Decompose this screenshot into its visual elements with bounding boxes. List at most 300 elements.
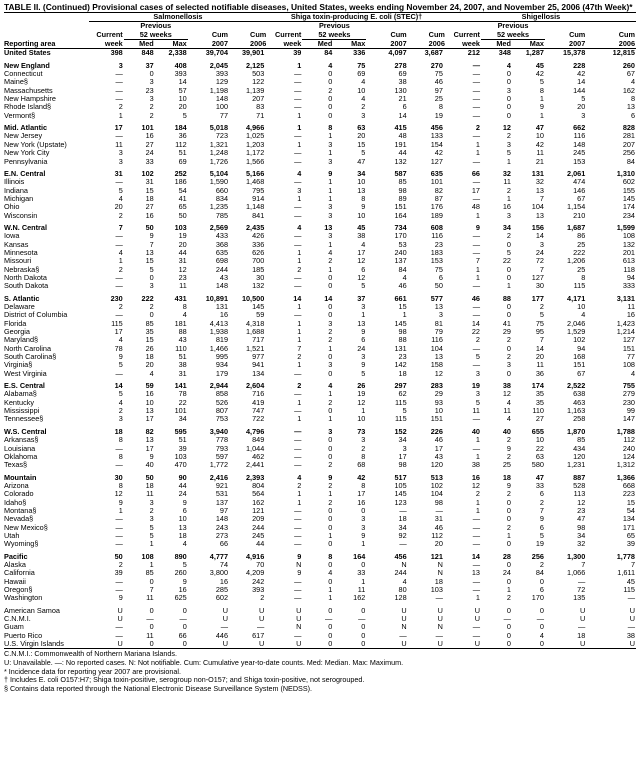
value-cell: 10 bbox=[535, 436, 544, 445]
value-cell: 1,206 bbox=[567, 257, 586, 266]
value-cell: 85 bbox=[577, 436, 586, 445]
value-cell: 4,777 bbox=[209, 552, 229, 561]
value-cell: 170 bbox=[394, 232, 407, 241]
value-cell: 393 bbox=[215, 70, 229, 79]
value-cell: 4 bbox=[402, 273, 407, 282]
value-cell: — bbox=[627, 623, 635, 632]
reporting-area-cell: Florida bbox=[4, 319, 27, 328]
value-cell: — bbox=[294, 531, 302, 540]
value-cell: 90 bbox=[178, 473, 187, 482]
value-cell: 0 bbox=[506, 540, 511, 549]
value-cell: 34 bbox=[398, 523, 407, 532]
value-cell: — bbox=[577, 623, 586, 632]
value-cell: — bbox=[536, 615, 544, 624]
value-cell: 8 bbox=[118, 436, 123, 445]
value-cell: 638 bbox=[573, 390, 586, 399]
value-cell: 186 bbox=[174, 178, 187, 187]
value-cell: 9 bbox=[328, 169, 333, 178]
value-cell: 42 bbox=[357, 473, 366, 482]
table-row bbox=[4, 232, 636, 240]
value-cell: 243 bbox=[215, 523, 229, 532]
value-cell: 230 bbox=[622, 398, 635, 407]
value-cell: — bbox=[115, 369, 123, 378]
header-current: Current bbox=[96, 30, 123, 39]
table-row bbox=[4, 507, 636, 515]
value-cell: 0 bbox=[506, 515, 511, 524]
value-cell: 151 bbox=[622, 344, 635, 353]
value-cell: 10 bbox=[434, 407, 443, 416]
value-cell: 0 bbox=[506, 606, 511, 615]
region-row bbox=[4, 124, 636, 132]
value-cell: 6 bbox=[361, 336, 366, 345]
value-cell: 1,366 bbox=[616, 473, 635, 482]
value-cell: 127 bbox=[430, 157, 443, 166]
value-cell: 9 bbox=[328, 473, 333, 482]
value-cell: 1 bbox=[328, 149, 333, 158]
value-cell: 21 bbox=[398, 95, 407, 104]
reporting-area-cell: American Samoa bbox=[4, 606, 60, 615]
value-cell: 3 bbox=[118, 149, 123, 158]
value-cell: 2 bbox=[328, 498, 333, 507]
value-cell: 31 bbox=[178, 257, 187, 266]
header-blank bbox=[4, 31, 89, 40]
value-cell: 66 bbox=[219, 540, 229, 549]
value-cell: — bbox=[472, 103, 480, 112]
value-cell: — bbox=[294, 407, 302, 416]
value-cell: 3 bbox=[438, 311, 443, 320]
value-cell: 100 bbox=[215, 103, 229, 112]
header-cum: Cum bbox=[569, 30, 586, 39]
value-cell: 11 bbox=[146, 490, 154, 499]
value-cell: 2 bbox=[297, 265, 302, 274]
value-cell: 32 bbox=[502, 169, 511, 178]
value-cell: 1 bbox=[149, 560, 154, 569]
value-cell: 1,938 bbox=[209, 328, 229, 337]
header-blank bbox=[188, 22, 229, 31]
value-cell: 753 bbox=[215, 415, 229, 424]
table-row bbox=[4, 445, 636, 453]
value-cell: 170 bbox=[531, 594, 544, 603]
value-cell: 112 bbox=[175, 140, 187, 149]
value-cell: 426 bbox=[252, 232, 265, 241]
value-cell: 38 bbox=[398, 78, 407, 87]
value-cell: 69 bbox=[398, 70, 407, 79]
value-cell: 7 bbox=[539, 265, 544, 274]
value-cell: 46 bbox=[434, 436, 443, 445]
value-cell: 146 bbox=[573, 186, 586, 195]
table-row bbox=[4, 103, 636, 111]
value-cell: 137 bbox=[215, 498, 229, 507]
value-cell: 5 bbox=[361, 149, 366, 158]
value-cell: 13 bbox=[434, 303, 443, 311]
value-cell: 0 bbox=[506, 273, 511, 282]
value-cell: 4 bbox=[149, 369, 154, 378]
footnote: § Contains data reported through the National Electronic Disease Surveillance System (NEDSS). bbox=[4, 683, 313, 693]
value-cell: 456 bbox=[430, 124, 443, 133]
value-cell: 11 bbox=[472, 407, 480, 416]
value-cell: 3 bbox=[328, 427, 333, 436]
value-cell: 18 bbox=[577, 631, 586, 640]
value-cell: 51 bbox=[178, 149, 187, 158]
region-row bbox=[4, 382, 636, 390]
value-cell: 4,413 bbox=[209, 319, 229, 328]
value-cell: 18 bbox=[178, 531, 187, 540]
value-cell: 1 bbox=[506, 282, 511, 291]
value-cell: 222 bbox=[141, 294, 154, 303]
value-cell: 7 bbox=[475, 257, 480, 266]
value-cell: — bbox=[294, 427, 302, 436]
header-blank bbox=[267, 22, 302, 31]
reporting-area-cell: West Virginia bbox=[4, 369, 47, 378]
value-cell: N bbox=[437, 623, 443, 632]
value-cell: 419 bbox=[252, 398, 265, 407]
value-cell: 2,046 bbox=[567, 319, 586, 328]
value-cell: 88 bbox=[398, 336, 407, 345]
value-cell: 15 bbox=[145, 336, 154, 345]
value-cell: 153 bbox=[573, 157, 586, 166]
value-cell: 131 bbox=[531, 169, 544, 178]
value-cell: 5,166 bbox=[246, 169, 265, 178]
value-cell: 6 bbox=[438, 273, 443, 282]
reporting-area-cell: U.S. Virgin Islands bbox=[4, 640, 89, 649]
value-cell: 0 bbox=[506, 111, 511, 120]
value-cell: 10 bbox=[357, 86, 366, 95]
table-row bbox=[4, 499, 636, 507]
value-cell: 1 bbox=[475, 498, 480, 507]
value-cell: 0 bbox=[328, 273, 333, 282]
value-cell: 1 bbox=[506, 531, 511, 540]
value-cell: — bbox=[472, 531, 480, 540]
value-cell: — bbox=[146, 615, 154, 624]
value-cell: 115 bbox=[623, 586, 635, 594]
value-cell: 33 bbox=[145, 157, 154, 166]
value-cell: 6 bbox=[182, 506, 187, 515]
value-cell: 1,300 bbox=[567, 552, 586, 561]
table-row bbox=[4, 87, 636, 95]
value-cell: 1,788 bbox=[616, 427, 635, 436]
value-cell: 7 bbox=[539, 506, 544, 515]
value-cell: 65 bbox=[178, 203, 187, 212]
value-cell: 4 bbox=[182, 540, 187, 549]
value-cell: 72 bbox=[535, 257, 544, 266]
value-cell: 9 bbox=[297, 552, 302, 561]
value-cell: 14 bbox=[398, 111, 407, 120]
value-cell: — bbox=[115, 577, 123, 586]
value-cell: 635 bbox=[430, 169, 443, 178]
reporting-area-cell: Pacific bbox=[4, 552, 28, 561]
reporting-area-cell: Vermont§ bbox=[4, 111, 36, 120]
value-cell: 17 bbox=[145, 415, 154, 424]
value-cell: 127 bbox=[531, 273, 544, 282]
value-cell: 2 bbox=[297, 481, 302, 490]
value-cell: 174 bbox=[531, 382, 544, 391]
value-cell: 226 bbox=[430, 427, 443, 436]
value-cell: 722 bbox=[252, 415, 265, 424]
value-cell: 698 bbox=[215, 257, 229, 266]
value-cell: 4 bbox=[297, 223, 302, 232]
value-cell: 19 bbox=[535, 540, 544, 549]
value-cell: 0 bbox=[506, 95, 511, 104]
value-cell: 148 bbox=[215, 95, 229, 104]
value-cell: 1 bbox=[297, 415, 302, 424]
value-cell: 120 bbox=[430, 461, 443, 470]
reporting-area-cell: Idaho§ bbox=[4, 498, 27, 507]
value-cell: 162 bbox=[252, 498, 265, 507]
value-cell: — bbox=[294, 232, 302, 241]
value-cell: 1 bbox=[328, 531, 333, 540]
value-cell: — bbox=[472, 61, 480, 70]
value-cell: 132 bbox=[622, 240, 635, 249]
value-cell: — bbox=[294, 390, 302, 399]
value-cell: 185 bbox=[252, 265, 265, 274]
header-week: week bbox=[446, 40, 481, 49]
reporting-area-cell: Illinois bbox=[4, 178, 25, 187]
reporting-area-cell: Puerto Rico bbox=[4, 631, 43, 640]
value-cell: — bbox=[294, 577, 302, 586]
value-cell: 283 bbox=[430, 382, 443, 391]
value-cell: 7 bbox=[539, 194, 544, 203]
value-cell: 97 bbox=[219, 506, 229, 515]
value-cell: 1,312 bbox=[616, 461, 635, 470]
value-cell: 121 bbox=[252, 506, 265, 515]
value-cell: 1,466 bbox=[209, 344, 229, 353]
value-cell: 9 bbox=[506, 481, 511, 490]
value-cell: 2 bbox=[506, 594, 511, 603]
value-cell: 260 bbox=[174, 569, 187, 578]
value-cell: 46 bbox=[434, 78, 443, 87]
value-cell: 3 bbox=[149, 282, 154, 291]
value-cell: 0 bbox=[328, 623, 333, 632]
value-cell: 1 bbox=[297, 490, 302, 499]
value-cell: 46 bbox=[471, 294, 480, 303]
value-cell: 112 bbox=[623, 436, 635, 445]
value-cell: 517 bbox=[394, 473, 407, 482]
value-cell: 44 bbox=[256, 540, 265, 549]
value-cell: 9 bbox=[297, 569, 302, 578]
table-row bbox=[4, 257, 636, 265]
value-cell: 110 bbox=[532, 407, 544, 416]
data-table bbox=[4, 12, 636, 649]
reporting-area-cell: Arkansas§ bbox=[4, 436, 39, 445]
value-cell: 3 bbox=[328, 140, 333, 149]
value-cell: 148 bbox=[215, 282, 229, 291]
value-cell: 74 bbox=[219, 560, 229, 569]
value-cell: 9 bbox=[149, 452, 154, 461]
value-cell: — bbox=[294, 594, 302, 603]
value-cell: U bbox=[366, 640, 407, 649]
footnote: U: Unavailable. —: No reported cases. N: Not notifiable. Cum: Cumulative year-to-date counts. Med: Median. Max: Maximum. bbox=[4, 658, 404, 667]
value-cell: 1 bbox=[297, 398, 302, 407]
value-cell: — bbox=[256, 623, 265, 632]
value-cell: — bbox=[115, 531, 123, 540]
value-cell: 36 bbox=[178, 132, 187, 141]
value-cell: 1 bbox=[506, 194, 511, 203]
header-previous: Previous bbox=[140, 21, 172, 31]
value-cell: 2 bbox=[149, 303, 154, 311]
value-cell: 95 bbox=[535, 328, 544, 337]
value-cell: 2 bbox=[118, 265, 123, 274]
value-cell: 12 bbox=[357, 257, 366, 266]
value-cell: 3 bbox=[118, 61, 123, 70]
value-cell: — bbox=[294, 78, 302, 87]
value-cell: 43 bbox=[434, 452, 443, 461]
value-cell: 42 bbox=[577, 70, 586, 79]
table-row bbox=[4, 187, 636, 195]
value-cell: U bbox=[229, 640, 267, 649]
value-cell: 2 bbox=[297, 382, 302, 391]
value-cell: 795 bbox=[252, 186, 265, 195]
value-cell: 8 bbox=[361, 194, 366, 203]
reporting-area-cell: Michigan bbox=[4, 194, 34, 203]
value-cell: 37 bbox=[145, 61, 154, 70]
header-med: Med bbox=[481, 40, 512, 49]
value-cell: 625 bbox=[174, 594, 187, 603]
value-cell: 5 bbox=[361, 369, 366, 378]
value-cell: 70 bbox=[256, 560, 265, 569]
value-cell: 1 bbox=[475, 273, 480, 282]
value-cell: 3 bbox=[328, 319, 333, 328]
value-cell: 2 bbox=[506, 436, 511, 445]
value-cell: 116 bbox=[573, 132, 586, 141]
value-cell: 8 bbox=[328, 552, 333, 561]
value-cell: — bbox=[115, 461, 123, 470]
value-cell: 240 bbox=[394, 248, 407, 257]
value-cell: 26 bbox=[145, 344, 154, 353]
value-cell: — bbox=[115, 282, 123, 291]
value-cell: 244 bbox=[215, 265, 229, 274]
value-cell: 0 bbox=[328, 303, 333, 311]
value-cell: 14 bbox=[577, 78, 586, 87]
value-cell: U bbox=[437, 615, 443, 624]
value-cell: 85 bbox=[145, 319, 154, 328]
table-row bbox=[4, 361, 636, 369]
value-cell: 0 bbox=[124, 640, 155, 649]
table-row bbox=[4, 399, 636, 407]
value-cell: 18 bbox=[434, 577, 443, 586]
value-cell: 174 bbox=[622, 203, 635, 212]
value-cell: 98 bbox=[398, 186, 407, 195]
value-cell: 30 bbox=[535, 282, 544, 291]
value-cell: 17 bbox=[114, 124, 123, 133]
value-cell: 10 bbox=[357, 415, 366, 424]
value-cell: 3 bbox=[149, 498, 154, 507]
value-cell: 0 bbox=[506, 78, 511, 87]
value-cell: 11 bbox=[146, 631, 154, 640]
value-cell: 15 bbox=[145, 257, 154, 266]
value-cell: 14 bbox=[324, 294, 333, 303]
value-cell: 4 bbox=[506, 398, 511, 407]
value-cell: 69 bbox=[357, 70, 366, 79]
value-cell: 1 bbox=[402, 311, 407, 320]
value-cell: 613 bbox=[622, 257, 635, 266]
value-cell: 38 bbox=[357, 232, 366, 241]
value-cell: 4 bbox=[328, 248, 333, 257]
value-cell: 16 bbox=[178, 586, 187, 594]
value-cell: — bbox=[435, 631, 443, 640]
value-cell: 223 bbox=[622, 490, 635, 499]
value-cell: 63 bbox=[535, 452, 544, 461]
value-cell: 4,318 bbox=[246, 319, 265, 328]
value-cell: 1 bbox=[475, 140, 480, 149]
value-cell: U bbox=[267, 640, 302, 649]
value-cell: 4 bbox=[506, 61, 511, 70]
table-row bbox=[4, 607, 636, 615]
value-cell: 14 bbox=[293, 294, 302, 303]
table-row bbox=[4, 158, 636, 166]
value-cell: 252 bbox=[174, 169, 187, 178]
reporting-area-cell: Mountain bbox=[4, 473, 37, 482]
value-cell: 98 bbox=[577, 523, 586, 532]
value-cell: 9 bbox=[539, 515, 544, 524]
value-cell: 1 bbox=[297, 303, 302, 311]
value-cell: 5 bbox=[118, 361, 123, 370]
value-cell: 8 bbox=[361, 481, 366, 490]
value-cell: 273 bbox=[215, 531, 229, 540]
reporting-area-cell: Georgia bbox=[4, 328, 30, 337]
header-52weeks: 52 weeks bbox=[302, 31, 366, 40]
value-cell: 234 bbox=[622, 211, 635, 220]
value-cell: 4 bbox=[630, 369, 635, 378]
value-cell: 8 bbox=[581, 273, 586, 282]
reporting-area-cell: Montana§ bbox=[4, 506, 37, 515]
value-cell: — bbox=[472, 344, 480, 353]
value-cell: 333 bbox=[622, 282, 635, 291]
value-cell: 1,148 bbox=[246, 203, 265, 212]
table-row bbox=[4, 407, 636, 415]
value-cell: 103 bbox=[430, 586, 443, 594]
value-cell: 103 bbox=[174, 223, 187, 232]
value-cell: 463 bbox=[573, 398, 586, 407]
value-cell: 102 bbox=[430, 481, 443, 490]
value-cell: 807 bbox=[215, 407, 229, 416]
value-cell: 2 bbox=[149, 111, 154, 120]
value-cell: 0 bbox=[506, 240, 511, 249]
value-cell: N bbox=[401, 560, 407, 569]
value-cell: — bbox=[472, 240, 480, 249]
value-cell: 35 bbox=[535, 390, 544, 399]
value-cell: 101 bbox=[430, 178, 443, 187]
footnote: * Incidence data for reporting year 2007 are provisional. bbox=[4, 666, 181, 676]
value-cell: 151 bbox=[573, 361, 586, 370]
value-cell: 0 bbox=[506, 265, 511, 274]
value-cell: 0 bbox=[182, 623, 187, 632]
value-cell: 0 bbox=[149, 273, 154, 282]
value-cell: 84 bbox=[398, 265, 407, 274]
table-row bbox=[4, 266, 636, 274]
value-cell: 11 bbox=[503, 178, 511, 187]
value-cell: 2 bbox=[361, 103, 366, 112]
value-cell: 734 bbox=[394, 223, 407, 232]
value-cell: 16 bbox=[145, 390, 154, 399]
value-cell: 16 bbox=[219, 577, 229, 586]
reporting-area-cell: C.N.M.I. bbox=[4, 615, 31, 624]
value-cell: 230 bbox=[110, 294, 123, 303]
value-cell: 24 bbox=[145, 149, 154, 158]
value-cell: 4 bbox=[118, 336, 123, 345]
value-cell: 1 bbox=[361, 577, 366, 586]
value-cell: 6 bbox=[630, 111, 635, 120]
region-row bbox=[4, 62, 636, 70]
value-cell: U bbox=[629, 615, 635, 624]
value-cell: — bbox=[472, 95, 480, 104]
value-cell: 0 bbox=[539, 577, 544, 586]
value-cell: 57 bbox=[178, 86, 187, 95]
value-cell: 785 bbox=[215, 211, 229, 220]
value-cell: 348 bbox=[498, 48, 511, 58]
table-row bbox=[4, 461, 636, 469]
value-cell: 2 bbox=[118, 407, 123, 416]
value-cell: 59 bbox=[145, 382, 154, 391]
